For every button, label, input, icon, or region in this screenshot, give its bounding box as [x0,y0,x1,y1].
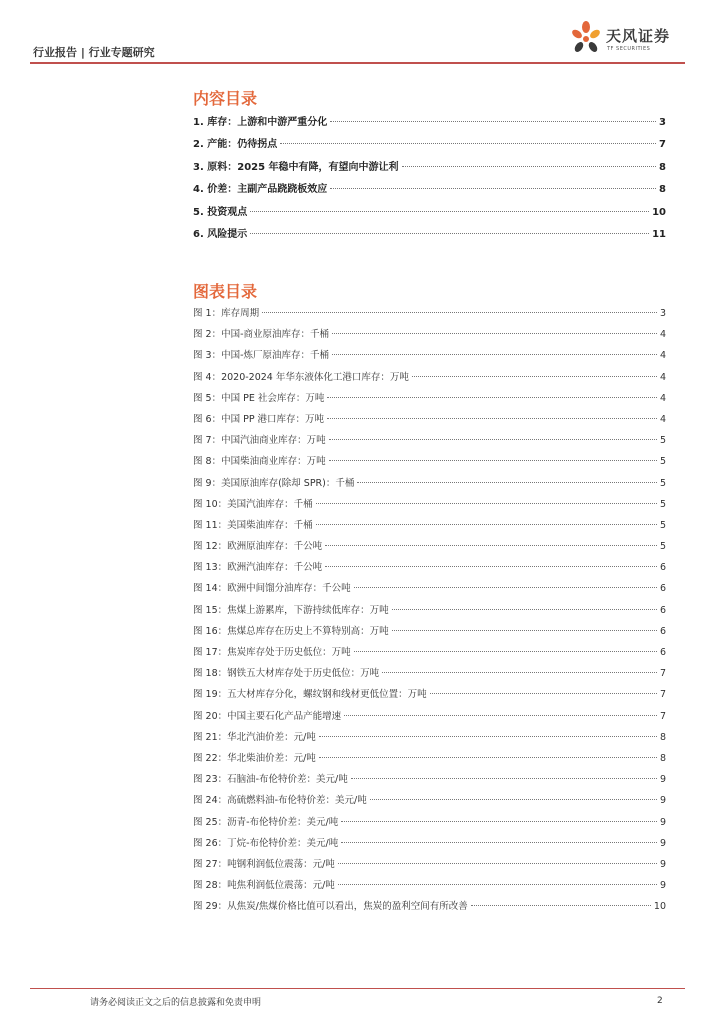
contents-entry-page: 7 [659,139,666,151]
figure-entry-page: 8 [659,752,666,764]
leader-dots [370,799,657,800]
figure-entry-page: 4 [659,413,666,425]
figure-entry[interactable] [193,898,666,919]
figure-entry-label: 图 26：丁烷-布伦特价差：美元/吨 [193,837,339,849]
figure-entry-label: 图 21：华北汽油价差：元/吨 [193,731,316,743]
figure-entry-label: 图 14：欧洲中间馏分油库存：千公吨 [193,583,351,595]
leader-dots [250,211,649,212]
leader-dots [344,715,657,716]
figure-entry[interactable] [193,559,666,580]
figure-entry-label: 图 1：库存周期 [193,308,260,319]
leader-dots [327,397,657,398]
figure-entry-page: 7 [659,689,666,701]
figure-entry-page: 5 [659,519,666,531]
figure-entry-label: 图 27：吨钢利润低位震荡：元/吨 [193,858,335,870]
figure-entry-label: 图 6：中国 PP 港口库存：万吨 [193,413,325,425]
figure-entry[interactable] [193,347,666,368]
figure-entry-page: 5 [659,498,666,510]
figure-entry-page: 4 [659,371,666,383]
figures-title: 图表目录 [193,282,258,301]
leader-dots [325,566,657,567]
figure-entry[interactable] [193,517,666,538]
figure-entry-label: 图 4：2020-2024 年华东液体化工港口库存：万吨 [193,371,409,383]
contents-entry[interactable] [193,135,666,157]
figure-entry[interactable] [193,665,666,686]
figure-entry-label: 图 25：沥青-布伦特价差：美元/吨 [193,816,339,828]
leader-dots [332,354,657,355]
contents-entry[interactable] [193,180,666,202]
figure-entry-page: 9 [659,816,666,828]
figure-entry-page: 5 [659,435,666,447]
figure-entry-label: 图 5：中国 PE 社会库存：万吨 [193,392,325,404]
figure-entry-page: 6 [659,647,666,658]
leader-dots [280,143,656,144]
contents-entry-page: 3 [659,117,666,128]
contents-title: 内容目录 [193,89,258,108]
figure-entry-page: 5 [659,477,666,489]
figure-entry-page: 6 [659,604,666,616]
leader-dots [338,884,657,885]
leader-dots [382,672,657,673]
leader-dots [316,524,657,525]
contents-entry-label: 6. 风险提示 [193,228,248,240]
figure-entry-page: 7 [659,710,666,722]
leader-dots [471,905,651,906]
leader-dots [402,166,656,167]
figure-entry-page: 9 [659,795,666,807]
leader-dots [357,482,657,483]
figure-entry[interactable] [193,326,666,347]
figure-entry-label: 图 13：欧洲汽油库存：千公吨 [193,562,323,574]
leader-dots [319,736,657,737]
figure-entry[interactable] [193,877,666,898]
company-logo [569,20,689,62]
leader-dots [341,842,657,843]
leader-dots [262,312,657,313]
figure-entry-label: 图 12：欧洲原油库存：千公吨 [193,541,323,553]
figure-entry[interactable] [193,771,666,792]
figure-entry[interactable] [193,856,666,877]
leader-dots [341,821,657,822]
leader-dots [354,651,657,652]
figure-entry-label: 图 22：华北柴油价差：元/吨 [193,752,316,764]
contents-entry[interactable] [193,113,666,135]
figure-entry[interactable] [193,538,666,559]
figure-entry-page: 9 [659,880,666,892]
page-number: 2 [657,996,663,1006]
contents-entry[interactable] [193,158,666,180]
contents-list [193,113,666,247]
figure-entry[interactable] [193,644,666,665]
figure-entry-page: 4 [659,329,666,341]
report-category: 行业报告 | 行业专题研究 [33,46,155,59]
figure-entry[interactable] [193,750,666,771]
leader-dots [325,545,657,546]
figure-entry[interactable] [193,305,666,326]
figure-entry-page: 8 [659,731,666,743]
figure-entry[interactable] [193,602,666,623]
figure-entry-page: 4 [659,350,666,362]
leader-dots [329,460,657,461]
leader-dots [330,121,656,122]
logo-mark-icon [569,20,603,58]
figure-entry-page: 5 [659,541,666,553]
contents-entry-label: 3. 原料：2025 年稳中有降，有望向中游让利 [193,161,399,173]
contents-entry[interactable] [193,203,666,225]
figure-entry-label: 图 23：石脑油-布伦特价差：美元/吨 [193,774,348,786]
leader-dots [250,233,649,234]
figure-entry[interactable] [193,792,666,813]
logo-text-en: TF SECURITIES [607,46,651,52]
figure-entry-page: 3 [659,308,666,319]
logo-text-cn: 天风证券 [606,27,671,45]
figure-entry-label: 图 24：高硫燃料油-布伦特价差：美元/吨 [193,795,367,807]
figure-entry-label: 图 8：中国柴油商业库存：万吨 [193,456,326,468]
figure-entry[interactable] [193,369,666,390]
footer-disclaimer: 请务必阅读正文之后的信息披露和免责申明 [90,998,262,1008]
figure-entry[interactable] [193,835,666,856]
contents-entry-label: 5. 投资观点 [193,206,248,218]
figure-entry[interactable] [193,453,666,474]
figure-entry-label: 图 7：中国汽油商业库存：万吨 [193,435,326,447]
figure-entry-label: 图 20：中国主要石化产品产能增速 [193,710,342,722]
figure-entry-page: 5 [659,456,666,468]
leader-dots [330,188,656,189]
leader-dots [329,439,657,440]
contents-entry-page: 11 [652,228,666,240]
leader-dots [319,757,657,758]
figure-entry[interactable] [193,708,666,729]
figure-entry[interactable] [193,686,666,707]
figure-entry-label: 图 15：焦煤上游累库，下游持续低库存：万吨 [193,604,389,616]
figure-entry[interactable] [193,475,666,496]
leader-dots [316,503,657,504]
figure-entry[interactable] [193,580,666,601]
figure-entry[interactable] [193,496,666,517]
figure-entry[interactable] [193,814,666,835]
leader-dots [430,693,657,694]
contents-entry-label: 1. 库存：上游和中游严重分化 [193,117,328,128]
figure-entry-page: 9 [659,774,666,786]
figure-entry-label: 图 16：焦煤总库存在历史上不算特别高：万吨 [193,625,389,637]
figure-entry-page: 9 [659,858,666,870]
figure-entry-page: 6 [659,562,666,574]
leader-dots [351,778,657,779]
contents-entry-page: 8 [659,184,666,196]
figure-entry[interactable] [193,623,666,644]
figure-entry-label: 图 2：中国-商业原油库存：千桶 [193,329,329,341]
figure-entry-page: 4 [659,392,666,404]
figure-entry-label: 图 10：美国汽油库存：千桶 [193,498,313,510]
figure-entry-page: 10 [653,901,666,913]
figure-entry-page: 9 [659,837,666,849]
figure-entry-page: 6 [659,625,666,637]
leader-dots [354,587,657,588]
figure-entry[interactable] [193,432,666,453]
figure-entry[interactable] [193,390,666,411]
figure-entry-label: 图 28：吨焦利润低位震荡：元/吨 [193,880,335,892]
figure-entry-label: 图 29：从焦炭/焦煤价格比值可以看出，焦炭的盈利空间有所改善 [193,901,468,913]
figure-entry[interactable] [193,411,666,432]
contents-entry-page: 10 [652,206,666,218]
leader-dots [392,630,657,631]
figure-entry-label: 图 18：钢铁五大材库存处于历史低位：万吨 [193,668,380,680]
contents-entry-page: 8 [659,161,666,173]
figure-entry-page: 7 [659,668,666,680]
figure-entry-label: 图 9：美国原油库存(除却 SPR)：千桶 [193,477,355,489]
figure-entry-page: 6 [659,583,666,595]
figure-entry-label: 图 3：中国-炼厂原油库存：千桶 [193,350,329,362]
header-divider [30,62,685,64]
contents-entry-label: 2. 产能：仍待拐点 [193,139,278,151]
page-header [0,0,724,66]
leader-dots [332,333,657,334]
leader-dots [338,863,657,864]
contents-entry[interactable] [193,225,666,247]
figures-list [193,305,666,919]
leader-dots [392,609,657,610]
figure-entry-label: 图 11：美国柴油库存：千桶 [193,519,313,531]
leader-dots [412,376,657,377]
figure-entry-label: 图 17：焦炭库存处于历史低位：万吨 [193,647,351,658]
leader-dots [327,418,657,419]
contents-entry-label: 4. 价差：主副产品跷跷板效应 [193,184,328,196]
footer-divider [30,988,685,989]
figure-entry-label: 图 19：五大材库存分化，螺纹钢和线材更低位置：万吨 [193,689,427,701]
figure-entry[interactable] [193,729,666,750]
